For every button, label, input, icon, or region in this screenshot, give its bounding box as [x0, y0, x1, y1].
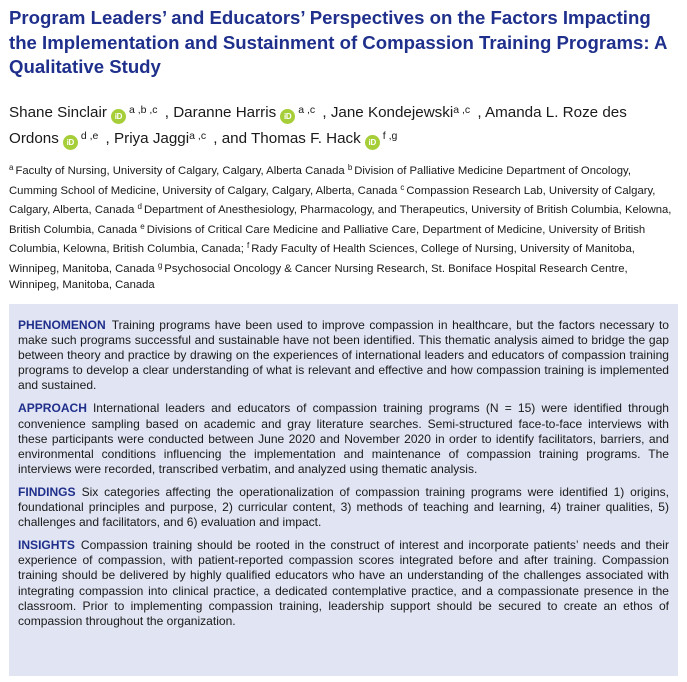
author: [331, 104, 485, 121]
structured-abstract: [9, 304, 678, 676]
author-name: Daranne Harris: [173, 104, 277, 121]
orcid-icon[interactable]: iD: [280, 109, 295, 124]
affiliation-text: Compassion Research Lab, University of Calgary, Calgary, Alberta, Canada: [9, 184, 656, 216]
author: [114, 130, 251, 147]
affiliation-mark: a: [9, 163, 14, 172]
affiliation-text: Division of Palliative Medicine Department of Oncology, Cumming School of Medicine, University of Calgary, Calgary, Alberta, Canada: [9, 165, 631, 197]
author-affiliation-marks: a ,c: [298, 104, 316, 116]
abstract-section-label: APPROACH: [18, 401, 87, 416]
orcid-icon[interactable]: iD: [63, 135, 78, 150]
affiliation-mark: g: [157, 260, 163, 270]
affiliation-text: Faculty of Nursing, University of Calgary, Calgary, Alberta Canada: [15, 165, 348, 177]
author-separator: ,: [160, 104, 174, 121]
abstract-section-label: INSIGHTS: [18, 538, 75, 553]
affiliation-text: Rady Faculty of Health Sciences, College of Nursing, University of Manitoba, Winnipeg, Manitoba, Canada: [9, 243, 635, 275]
author-list: [9, 99, 677, 150]
author-affiliation-marks: d ,e: [80, 129, 99, 142]
abstract-section-text: Six categories affecting the operationalization of compassion training programs were identified 1) origins, foundational principles and purpose, 2) curricular content, 3) methods of teaching and learning, 4) trainer qualities, 5) challenges and facilitators, and 6) evaluation and impact.: [18, 484, 669, 530]
article-title: Program Leaders’ and Educators’ Perspectives on the Factors Impacting the Implementation and Sustainment of Compassion Training Programs: A Qualitative Study: [9, 7, 667, 77]
author-name: Jane Kondejewski: [330, 104, 454, 121]
affiliation-mark: f: [246, 241, 250, 250]
author-affiliation-marks: a ,c: [189, 129, 207, 142]
affiliations: [9, 160, 677, 294]
author-affiliation-marks: f ,g: [382, 129, 398, 142]
author: [251, 130, 400, 147]
abstract-section-label: PHENOMENON: [18, 318, 106, 332]
author: [173, 104, 331, 121]
affiliation-text: Psychosocial Oncology & Cancer Nursing Research, St. Boniface Hospital Research Centre, Winnipeg, Manitoba, Canada: [9, 262, 628, 291]
abstract-section-text: Training programs have been used to improve compassion in healthcare, but the factors necessary to make such programs successful and sustainable have not been identified. This thematic analysis aimed to bridge the gap between theory and practice by drawing on the experiences of international leaders and educators of compassion training programs to develop a clear understanding of what is relevant and effective and how compassion training is implemented and sustained.: [18, 318, 669, 393]
author-name: Thomas F. Hack: [251, 129, 361, 147]
author-separator: ,: [101, 129, 114, 147]
abstract-section-insights: [18, 538, 669, 629]
affiliation-mark: c: [400, 182, 405, 192]
affiliation-text: Divisions of Critical Care Medicine and Palliative Care, Department of Medicine, University of British Columbia, Kelowna, British Columbia, Canada;: [9, 223, 646, 255]
author-affiliation-marks: a ,b ,c: [128, 104, 158, 116]
orcid-icon[interactable]: iD: [365, 135, 380, 150]
abstract-section-text: Compassion training should be rooted in the construct of interest and incorporate patients’ needs and their experience of compassion, with patient-reported compassion scores integrated before and after training. Compassion training should be delivered by highly qualified educators who have an understanding of the challenges associated with integrating compassion into clinical practice, a dedicated contemplative practice, and a compassionate presence in the classroom. Prior to implementing compassion training, leadership support should be secured to create an ethos of compassion throughout the organization.: [18, 538, 669, 628]
author-affiliation-marks: a ,c: [453, 104, 471, 116]
affiliation-mark: b: [347, 163, 353, 172]
affiliation-mark: d: [137, 202, 142, 211]
orcid-icon[interactable]: iD: [111, 109, 126, 124]
abstract-section-approach: [18, 401, 669, 476]
abstract-section-phenomenon: [18, 318, 669, 393]
author-separator: ,: [473, 104, 485, 121]
author-separator: , and: [209, 129, 252, 147]
abstract-section-text: International leaders and educators of compassion training programs (N = 15) were identified through convenience sampling based on academic and gray literature searches. Semi-structured face-to-face interviews with these participants were conducted between June 2020 and November 2020 in order to identify facilitators, barriers, and environmental conditions influencing the implementation and maintenance of compassion training programs. The interviews were recorded, transcribed verbatim, and analyzed using thematic analysis.: [18, 401, 669, 476]
abstract-section-label: FINDINGS: [18, 484, 76, 499]
author: [9, 104, 173, 121]
abstract-section-findings: [18, 485, 669, 530]
author-name: Shane Sinclair: [9, 104, 107, 121]
author-name: Priya Jaggi: [114, 129, 190, 147]
author-name: Amanda L. Roze des Ordons: [9, 104, 627, 147]
author-separator: ,: [318, 104, 331, 121]
affiliation-text: Department of Anesthesiology, Pharmacology, and Therapeutics, University of British Columbia, Kelowna, British Columbia, Canada: [9, 204, 672, 236]
affiliation-mark: e: [140, 221, 145, 231]
